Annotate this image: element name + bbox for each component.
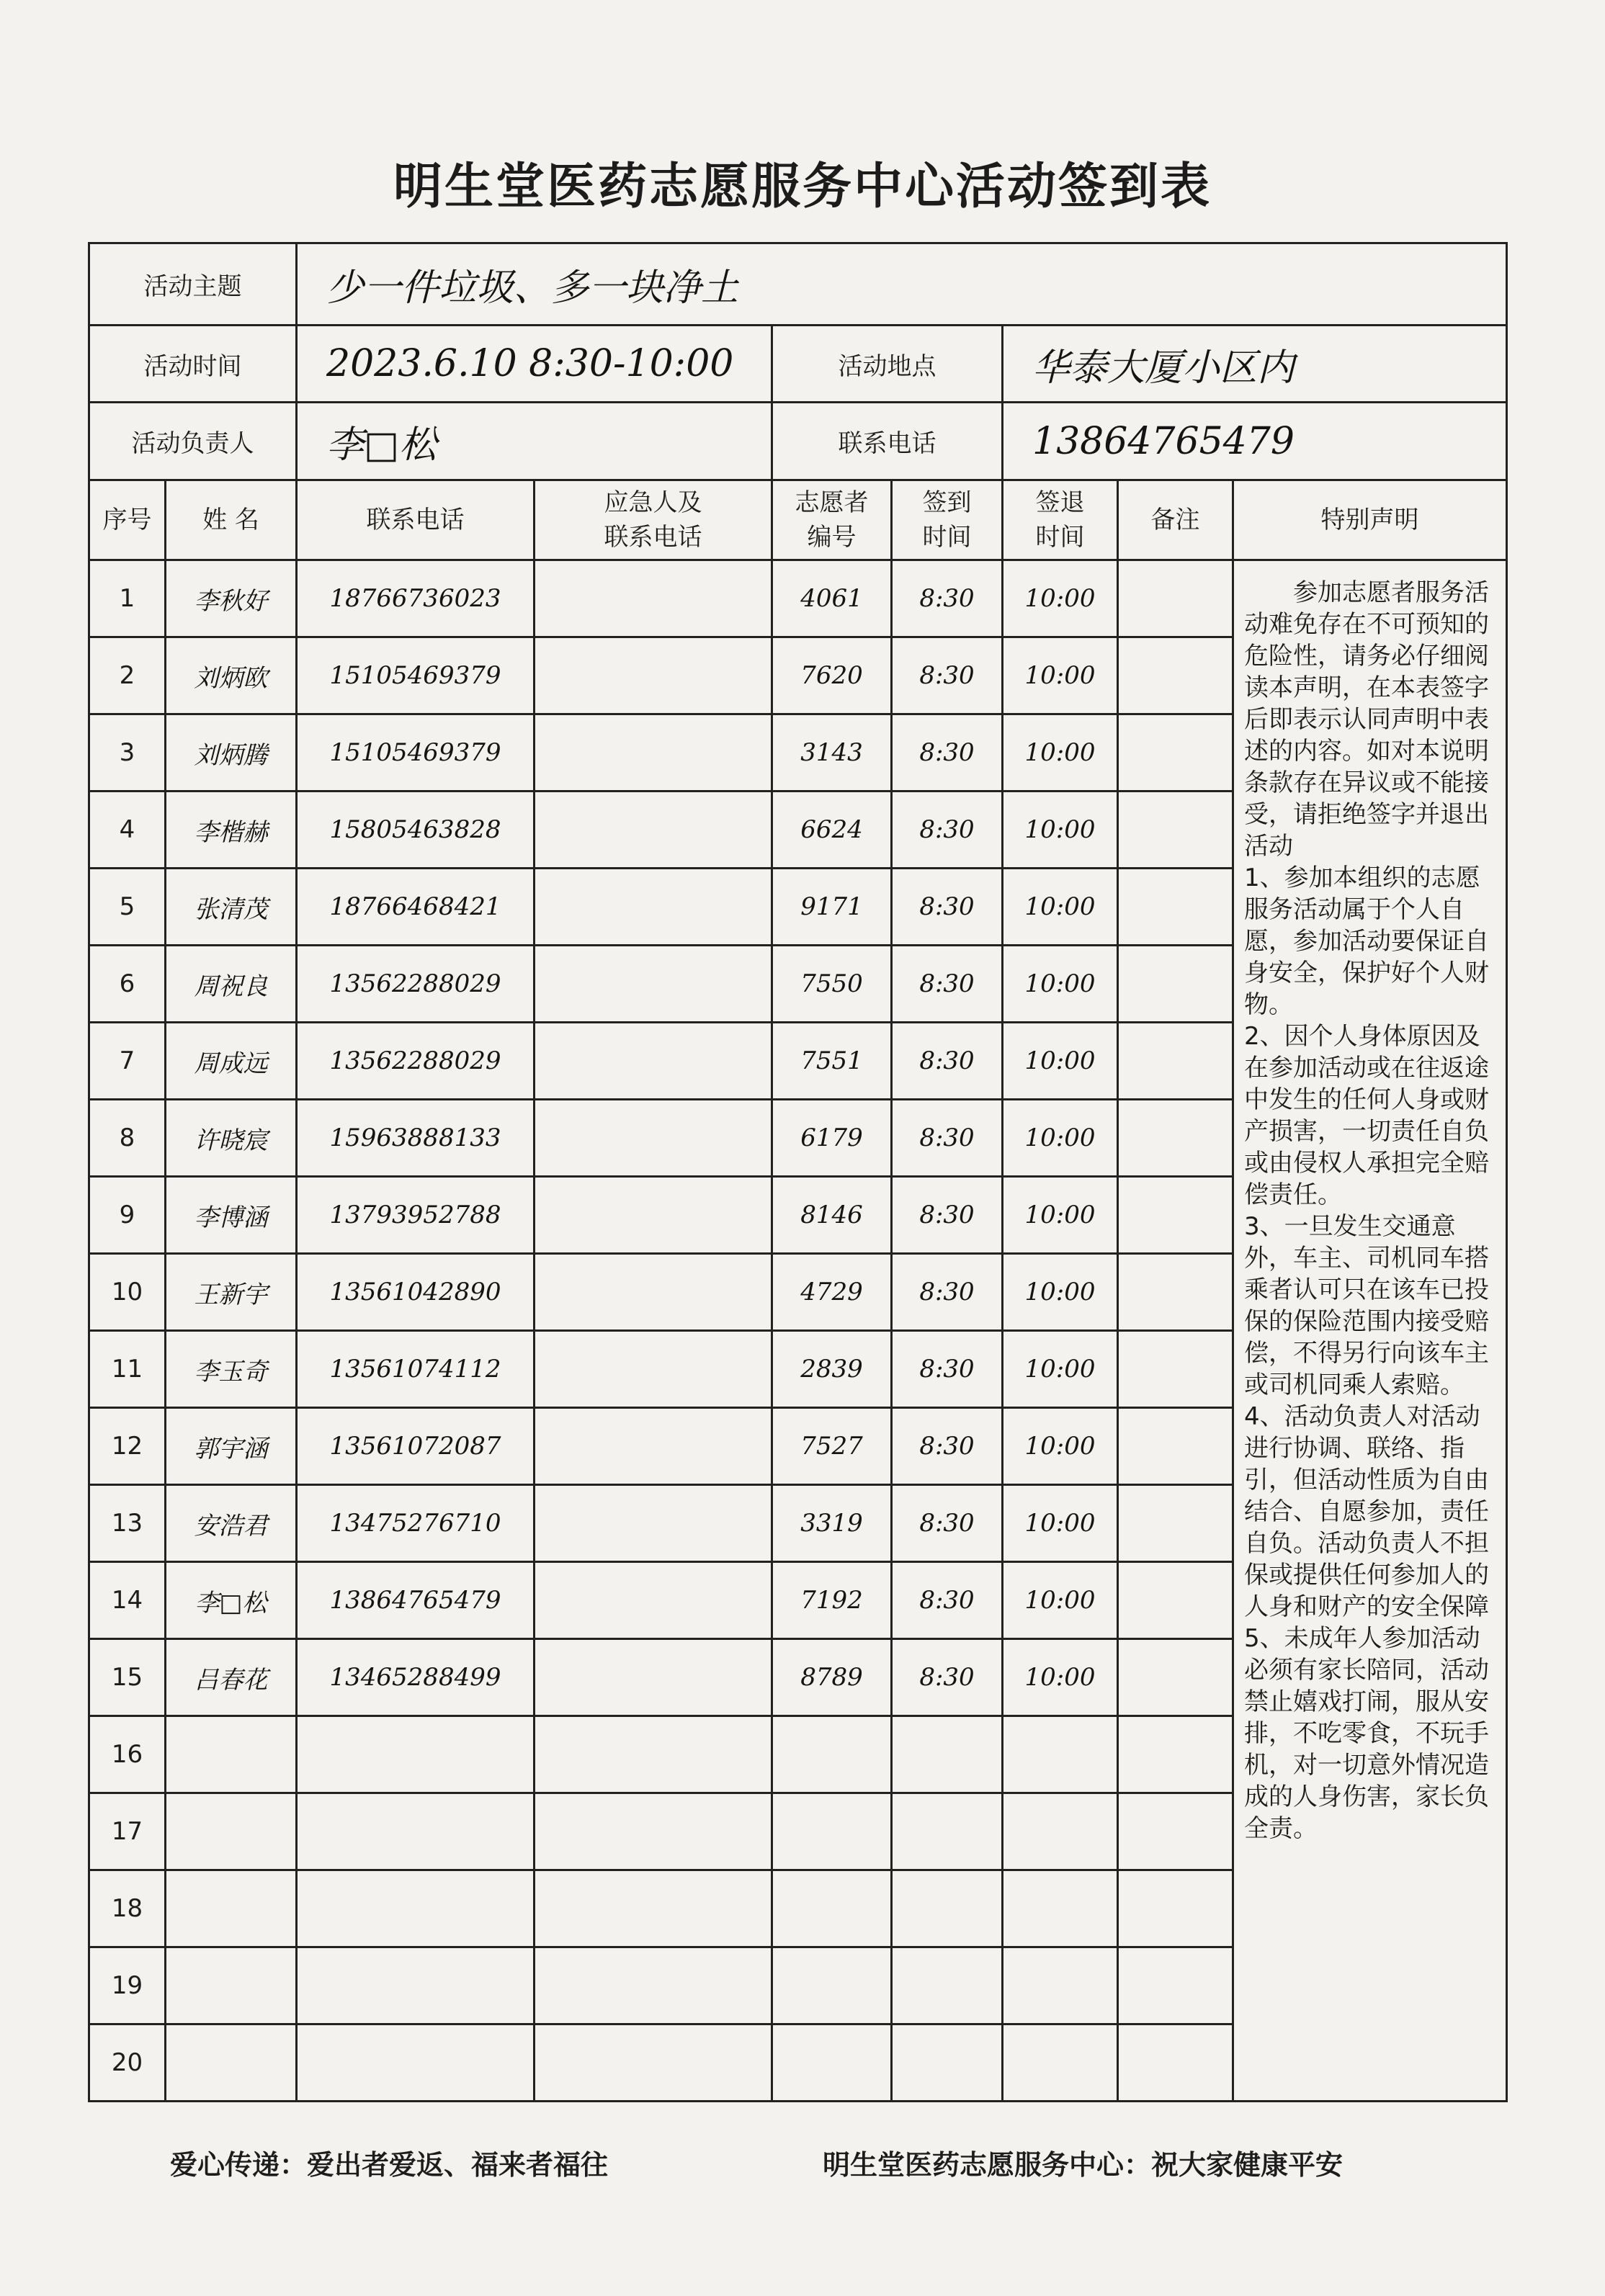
row-remark	[1118, 1870, 1233, 1947]
row-emergency-contact	[535, 1639, 772, 1716]
row-volunteer-id: 7550	[772, 946, 892, 1023]
row-volunteer-id	[772, 2024, 892, 2102]
header-emergency-line2: 联系电话	[604, 523, 702, 552]
row-remark	[1118, 1485, 1233, 1562]
row-name: 李□松	[166, 1562, 297, 1639]
row-signout-time: 10:00	[1003, 1331, 1118, 1408]
header-emergency-line1: 应急人及	[604, 488, 702, 517]
row-emergency-contact	[535, 1408, 772, 1485]
row-signout-time	[1003, 1870, 1118, 1947]
row-name: 刘炳腾	[166, 714, 297, 792]
row-volunteer-id	[772, 1947, 892, 2024]
row-signout-time: 10:00	[1003, 1639, 1118, 1716]
row-seq: 12	[89, 1408, 166, 1485]
row-seq: 18	[89, 1870, 166, 1947]
row-signout-time: 10:00	[1003, 1562, 1118, 1639]
row-volunteer-id: 4729	[772, 1254, 892, 1331]
column-header-row	[89, 480, 1507, 560]
row-volunteer-id: 3143	[772, 714, 892, 792]
row-remark	[1118, 1331, 1233, 1408]
row-seq: 14	[89, 1562, 166, 1639]
leader-value: 李□松	[297, 403, 772, 480]
row-signin-time	[892, 1947, 1003, 2024]
row-name: 周祝良	[166, 946, 297, 1023]
row-emergency-contact	[535, 792, 772, 869]
row-volunteer-id: 9171	[772, 869, 892, 946]
row-emergency-contact	[535, 1562, 772, 1639]
row-signout-time: 10:00	[1003, 1254, 1118, 1331]
row-volunteer-id: 2839	[772, 1331, 892, 1408]
row-emergency-contact	[535, 1793, 772, 1870]
row-emergency-contact	[535, 1331, 772, 1408]
row-phone	[297, 1716, 535, 1793]
row-seq: 2	[89, 637, 166, 714]
row-volunteer-id: 7551	[772, 1023, 892, 1100]
row-seq: 7	[89, 1023, 166, 1100]
contact-phone-label: 联系电话	[772, 403, 1003, 480]
declaration-text	[1233, 560, 1507, 2102]
row-volunteer-id: 3319	[772, 1485, 892, 1562]
topic-label: 活动主题	[89, 243, 297, 326]
row-emergency-contact	[535, 1177, 772, 1254]
header-phone: 联系电话	[297, 480, 535, 560]
row-seq: 19	[89, 1947, 166, 2024]
row-signin-time	[892, 1793, 1003, 1870]
row-phone	[297, 1947, 535, 2024]
row-phone: 13793952788	[297, 1177, 535, 1254]
row-phone: 13475276710	[297, 1485, 535, 1562]
row-volunteer-id: 7527	[772, 1408, 892, 1485]
row-seq: 16	[89, 1716, 166, 1793]
header-emergency	[535, 480, 772, 560]
row-volunteer-id	[772, 1870, 892, 1947]
row-volunteer-id: 8789	[772, 1639, 892, 1716]
time-place-row	[89, 326, 1507, 403]
row-name	[166, 1870, 297, 1947]
topic-row	[89, 243, 1507, 326]
row-name	[166, 1793, 297, 1870]
row-phone	[297, 1870, 535, 1947]
declaration-paragraph: 5、未成年人参加活动必须有家长陪同，活动禁止嬉戏打闹，服从安排，不吃零食，不玩手机，对一切意外情况造成的人身伤害，家长负全责。	[1244, 1624, 1489, 1843]
row-remark	[1118, 637, 1233, 714]
row-remark	[1118, 1177, 1233, 1254]
row-signout-time: 10:00	[1003, 560, 1118, 637]
row-seq: 11	[89, 1331, 166, 1408]
row-signin-time: 8:30	[892, 714, 1003, 792]
row-emergency-contact	[535, 2024, 772, 2102]
header-name: 姓 名	[166, 480, 297, 560]
row-signout-time: 10:00	[1003, 1485, 1118, 1562]
row-volunteer-id	[772, 1716, 892, 1793]
row-remark	[1118, 714, 1233, 792]
time-label: 活动时间	[89, 326, 297, 403]
row-volunteer-id: 8146	[772, 1177, 892, 1254]
row-seq: 17	[89, 1793, 166, 1870]
row-name: 李玉奇	[166, 1331, 297, 1408]
header-signout-time	[1003, 480, 1118, 560]
row-volunteer-id: 7620	[772, 637, 892, 714]
topic-value: 少一件垃圾、多一块净土	[297, 243, 1507, 326]
row-name: 许晓宸	[166, 1100, 297, 1177]
row-phone: 18766468421	[297, 869, 535, 946]
row-name: 周成远	[166, 1023, 297, 1100]
row-signin-time: 8:30	[892, 792, 1003, 869]
place-label: 活动地点	[772, 326, 1003, 403]
row-name: 张清茂	[166, 869, 297, 946]
footer-blessing: 明生堂医药志愿服务中心：祝大家健康平安	[823, 2149, 1344, 2181]
row-signin-time: 8:30	[892, 637, 1003, 714]
leader-label: 活动负责人	[89, 403, 297, 480]
row-phone: 15963888133	[297, 1100, 535, 1177]
table-row	[89, 560, 1507, 637]
row-seq: 10	[89, 1254, 166, 1331]
row-emergency-contact	[535, 1870, 772, 1947]
row-name: 吕春花	[166, 1639, 297, 1716]
row-phone: 15105469379	[297, 714, 535, 792]
leader-row	[89, 403, 1507, 480]
row-remark	[1118, 1793, 1233, 1870]
row-seq: 20	[89, 2024, 166, 2102]
signin-sheet	[88, 242, 1508, 2102]
row-volunteer-id: 4061	[772, 560, 892, 637]
row-signin-time: 8:30	[892, 1177, 1003, 1254]
row-seq: 1	[89, 560, 166, 637]
row-signout-time	[1003, 1716, 1118, 1793]
row-remark	[1118, 560, 1233, 637]
row-signout-time	[1003, 2024, 1118, 2102]
row-volunteer-id	[772, 1793, 892, 1870]
row-signout-time: 10:00	[1003, 869, 1118, 946]
header-declaration: 特别声明	[1233, 480, 1507, 560]
time-value: 2023.6.10 8:30-10:00	[297, 326, 772, 403]
row-signin-time: 8:30	[892, 1562, 1003, 1639]
header-seq: 序号	[89, 480, 166, 560]
row-remark	[1118, 1947, 1233, 2024]
row-emergency-contact	[535, 1254, 772, 1331]
header-signin-line1: 签到	[922, 488, 972, 517]
row-remark	[1118, 869, 1233, 946]
row-remark	[1118, 1716, 1233, 1793]
row-remark	[1118, 1562, 1233, 1639]
row-remark	[1118, 946, 1233, 1023]
row-signin-time: 8:30	[892, 1331, 1003, 1408]
row-signin-time: 8:30	[892, 1485, 1003, 1562]
row-remark	[1118, 1254, 1233, 1331]
row-emergency-contact	[535, 869, 772, 946]
row-signin-time	[892, 1716, 1003, 1793]
row-remark	[1118, 1023, 1233, 1100]
row-remark	[1118, 1408, 1233, 1485]
row-name: 李楷赫	[166, 792, 297, 869]
row-emergency-contact	[535, 1716, 772, 1793]
row-name: 王新宇	[166, 1254, 297, 1331]
row-signin-time: 8:30	[892, 1408, 1003, 1485]
row-signout-time: 10:00	[1003, 1408, 1118, 1485]
row-emergency-contact	[535, 1485, 772, 1562]
row-signin-time: 8:30	[892, 869, 1003, 946]
row-signin-time: 8:30	[892, 1023, 1003, 1100]
row-volunteer-id: 6179	[772, 1100, 892, 1177]
row-signin-time: 8:30	[892, 1639, 1003, 1716]
row-seq: 4	[89, 792, 166, 869]
row-signout-time: 10:00	[1003, 637, 1118, 714]
row-emergency-contact	[535, 637, 772, 714]
row-name: 刘炳欧	[166, 637, 297, 714]
row-seq: 5	[89, 869, 166, 946]
row-seq: 3	[89, 714, 166, 792]
declaration-paragraph: 4、活动负责人对活动进行协调、联络、指引，但活动性质为自由结合、自愿参加，责任自负。活动负责人不担保或提供任何参加人的人身和财产的安全保障	[1244, 1402, 1489, 1621]
row-name: 安浩君	[166, 1485, 297, 1562]
row-seq: 15	[89, 1639, 166, 1716]
declaration-paragraph: 3、一旦发生交通意外，车主、司机同车搭乘者认可只在该车已投保的保险范围内接受赔偿，不得另行向该车主或司机同乘人索赔。	[1244, 1212, 1489, 1399]
row-emergency-contact	[535, 946, 772, 1023]
row-phone: 13561072087	[297, 1408, 535, 1485]
page-title: 明生堂医药志愿服务中心活动签到表	[393, 158, 1212, 215]
row-emergency-contact	[535, 560, 772, 637]
row-phone	[297, 2024, 535, 2102]
header-volunteer-id	[772, 480, 892, 560]
row-signin-time: 8:30	[892, 560, 1003, 637]
declaration-paragraph: 2、因个人身体原因及在参加活动或在往返途中发生的任何人身或财产损害，一切责任自负或由侵权人承担完全赔偿责任。	[1244, 1022, 1489, 1209]
declaration-paragraph: 1、参加本组织的志愿服务活动属于个人自愿，参加活动要保证自身安全，保护好个人财物。	[1244, 864, 1489, 1019]
row-phone: 13465288499	[297, 1639, 535, 1716]
header-signin-line2: 时间	[922, 523, 972, 552]
row-signin-time	[892, 1870, 1003, 1947]
row-phone: 13561042890	[297, 1254, 535, 1331]
row-signout-time	[1003, 1947, 1118, 2024]
row-signout-time: 10:00	[1003, 1100, 1118, 1177]
row-signin-time: 8:30	[892, 1254, 1003, 1331]
row-phone: 18766736023	[297, 560, 535, 637]
contact-phone-value: 13864765479	[1003, 403, 1507, 480]
row-signin-time	[892, 2024, 1003, 2102]
declaration-paragraph: 参加志愿者服务活动难免存在不可预知的危险性，请务必仔细阅读本声明，在本表签字后即表示认同声明中表述的内容。如对本说明条款存在异议或不能接受，请拒绝签字并退出活动	[1244, 578, 1489, 861]
row-phone: 15805463828	[297, 792, 535, 869]
row-phone: 13561074112	[297, 1331, 535, 1408]
row-phone: 13562288029	[297, 1023, 535, 1100]
header-vid-line1: 志愿者	[795, 488, 869, 517]
row-phone: 15105469379	[297, 637, 535, 714]
row-volunteer-id: 7192	[772, 1562, 892, 1639]
row-remark	[1118, 2024, 1233, 2102]
row-seq: 8	[89, 1100, 166, 1177]
row-name: 李博涵	[166, 1177, 297, 1254]
row-volunteer-id: 6624	[772, 792, 892, 869]
row-emergency-contact	[535, 714, 772, 792]
row-signout-time: 10:00	[1003, 1023, 1118, 1100]
header-signin-time	[892, 480, 1003, 560]
row-signin-time: 8:30	[892, 1100, 1003, 1177]
row-signout-time	[1003, 1793, 1118, 1870]
row-remark	[1118, 792, 1233, 869]
header-signout-line1: 签退	[1035, 488, 1085, 517]
row-name	[166, 1716, 297, 1793]
row-phone: 13864765479	[297, 1562, 535, 1639]
row-emergency-contact	[535, 1023, 772, 1100]
row-emergency-contact	[535, 1100, 772, 1177]
row-seq: 6	[89, 946, 166, 1023]
row-signout-time: 10:00	[1003, 1177, 1118, 1254]
header-remark: 备注	[1118, 480, 1233, 560]
row-signout-time: 10:00	[1003, 792, 1118, 869]
place-value: 华泰大厦小区内	[1003, 326, 1507, 403]
row-remark	[1118, 1100, 1233, 1177]
row-remark	[1118, 1639, 1233, 1716]
row-name: 郭宇涵	[166, 1408, 297, 1485]
footer-motto: 爱心传递：爱出者爱返、福来者福往	[170, 2149, 609, 2181]
row-signin-time: 8:30	[892, 946, 1003, 1023]
row-signout-time: 10:00	[1003, 714, 1118, 792]
header-vid-line2: 编号	[807, 523, 857, 552]
row-phone	[297, 1793, 535, 1870]
row-name	[166, 1947, 297, 2024]
row-name: 李秋好	[166, 560, 297, 637]
row-phone: 13562288029	[297, 946, 535, 1023]
row-seq: 9	[89, 1177, 166, 1254]
row-emergency-contact	[535, 1947, 772, 2024]
row-seq: 13	[89, 1485, 166, 1562]
row-name	[166, 2024, 297, 2102]
row-signout-time: 10:00	[1003, 946, 1118, 1023]
header-signout-line2: 时间	[1035, 523, 1085, 552]
